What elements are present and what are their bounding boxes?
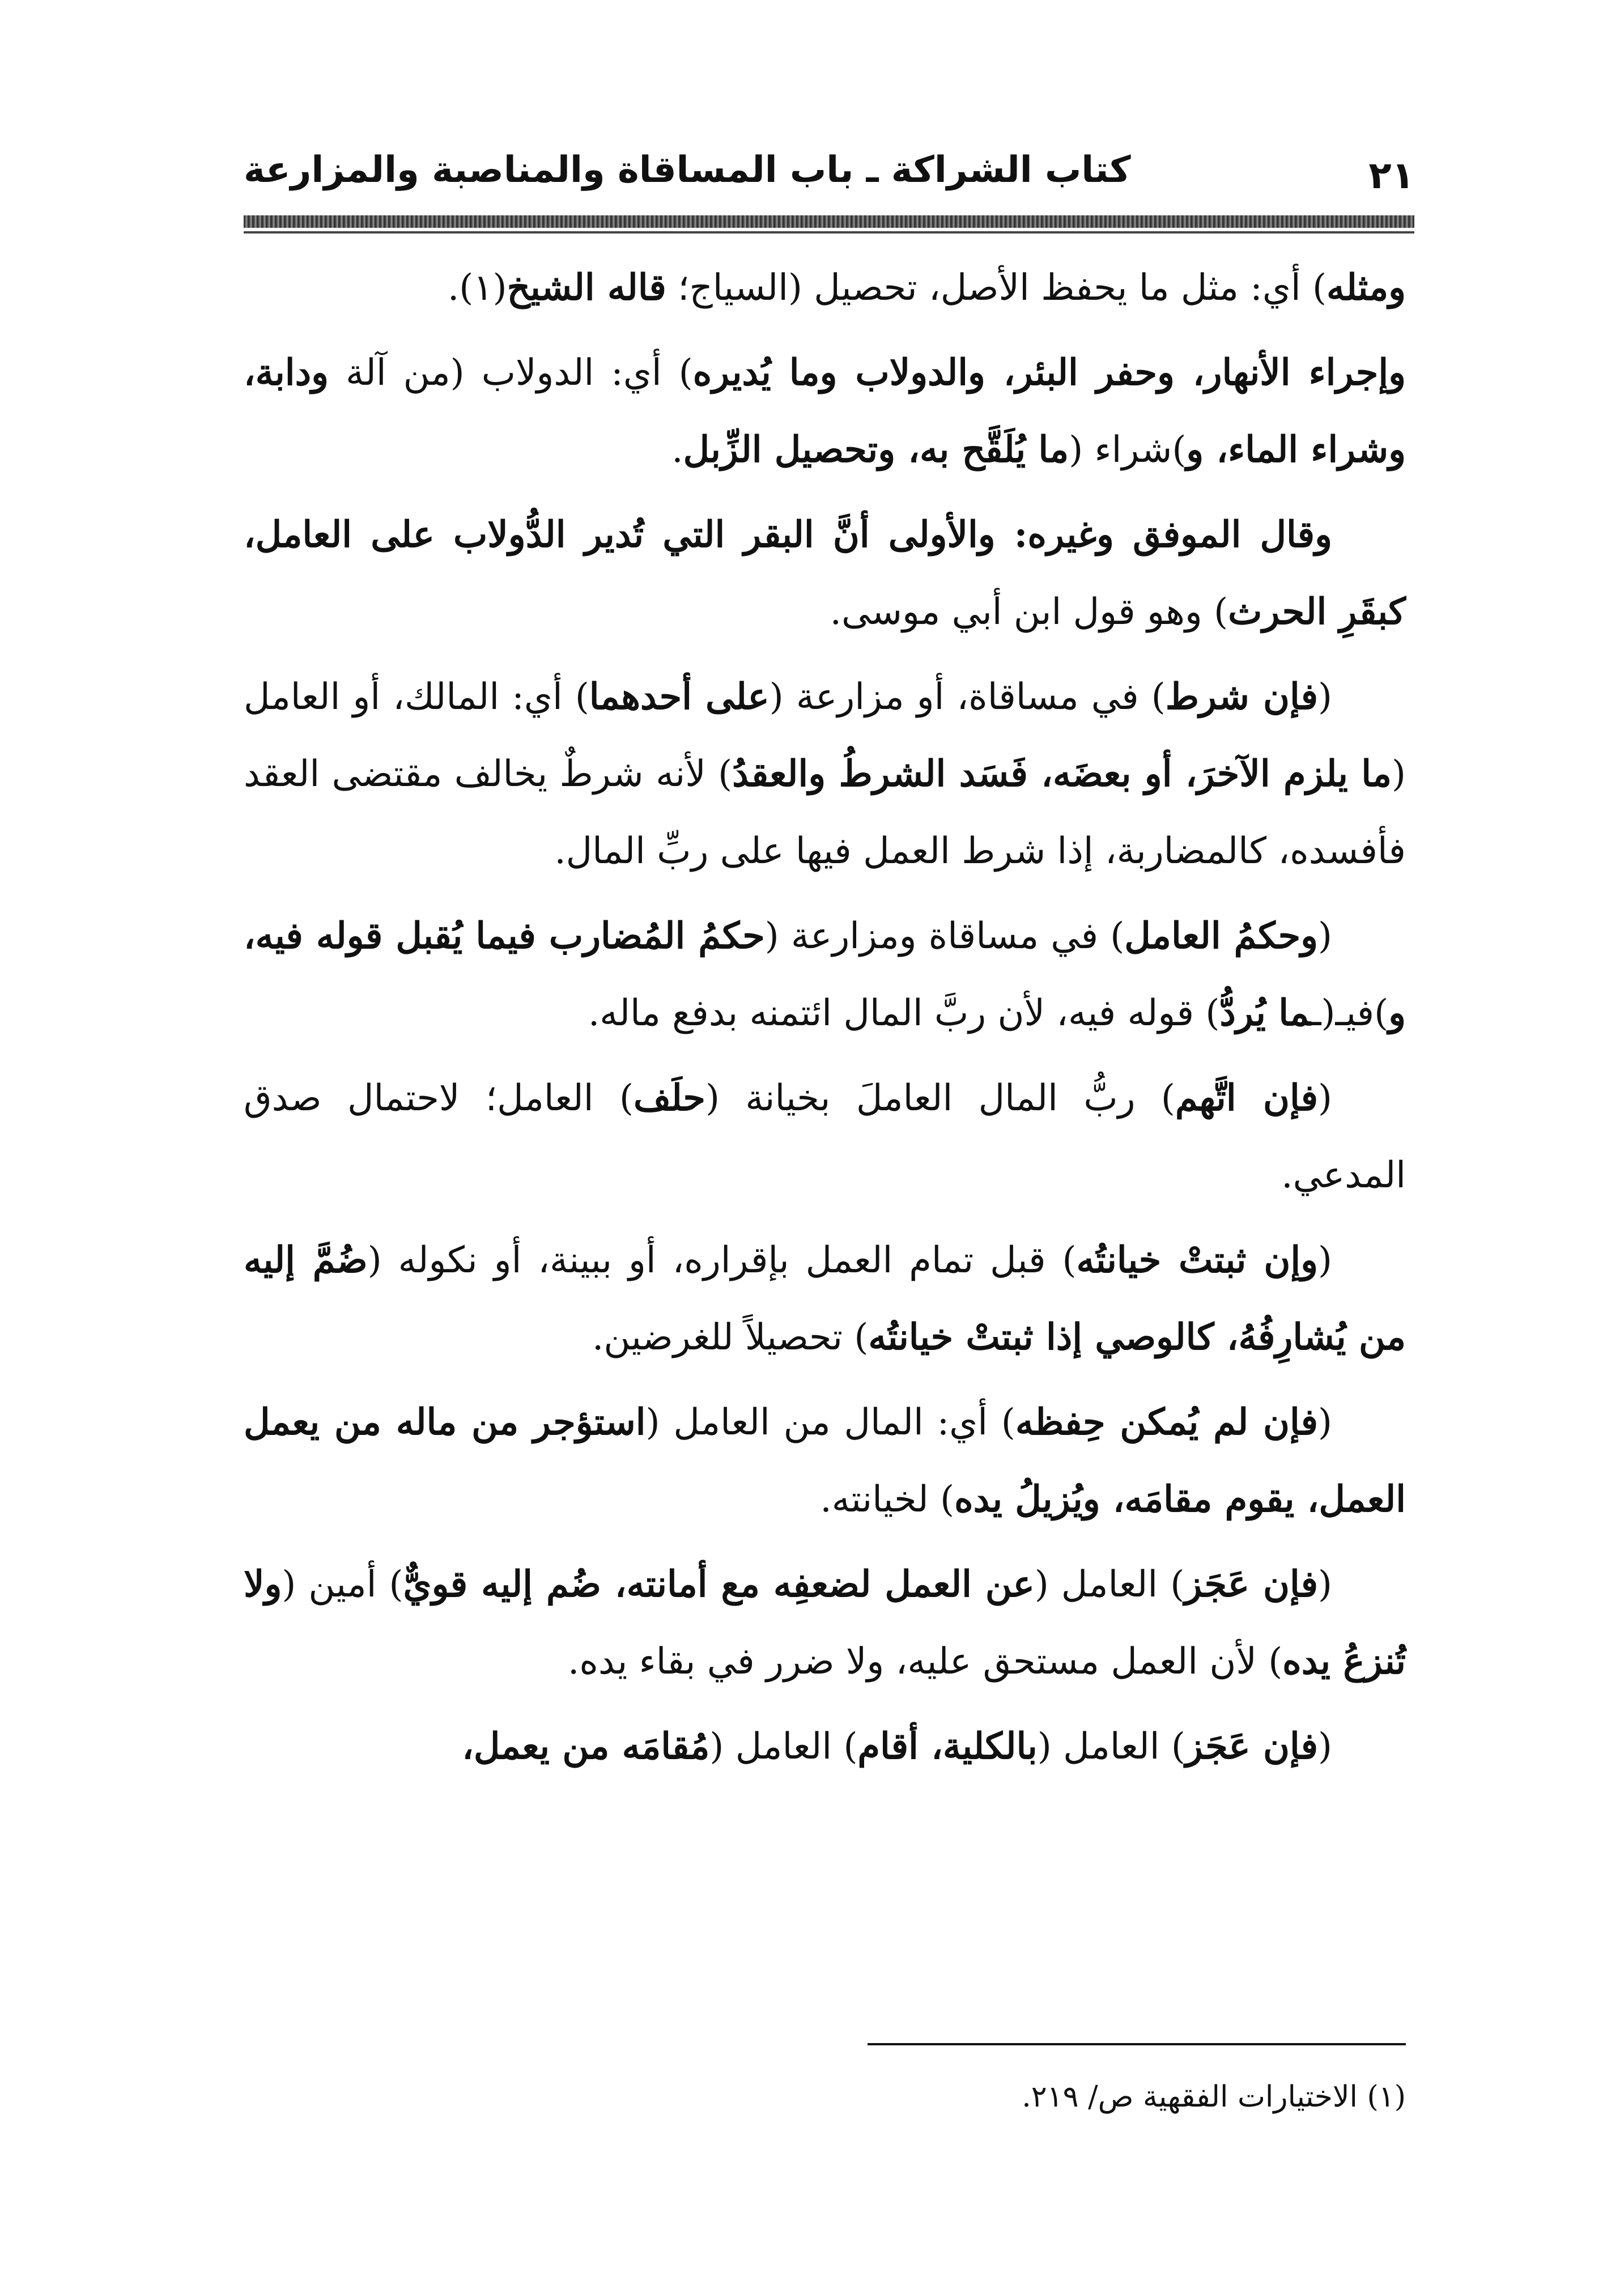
bold-text-run: ومثله [1327,266,1406,309]
paragraph [244,1060,1406,1214]
text-run: ) في مساقاة ومزارعة ( [764,915,1125,957]
bold-text-run: ودابة، وشراء الماء، و [244,351,1406,471]
bold-text-run: وإجراء الأنهار، وحفر البئر، والدولاب وما يُديره [692,351,1406,394]
text-run: ) العامل ( [709,1726,858,1768]
text-run: )فيـ(ـ [1310,992,1389,1034]
bold-text-run: فإن اتَّهم [1175,1077,1319,1119]
text-run: ) أي: المالك، أو العامل ( [244,676,1406,795]
text-run: )شراء ( [1069,429,1187,471]
bold-text-run: ولا تُنزعُ يده [244,1563,1406,1683]
bold-text-run: على أحدهما [589,676,770,718]
bold-text-run: فإن عَجَز [1185,1725,1319,1768]
paragraph [244,496,1406,651]
text-run: ) أي: مثل ما يحفظ الأصل، تحصيل (السياج؛ [666,267,1327,309]
bold-text-run: عن العمل لضعفِه مع أمانته، ضُم إليه قويٌّ [403,1563,1035,1606]
bold-text-run: استؤجر من ماله من يعمل العمل، يقوم مقامَه، ويُزيلُ يده [244,1401,1406,1521]
bold-text-run: وإن ثبتتْ خيانتُه [1076,1239,1319,1281]
text-run: ( [1318,1564,1333,1606]
footnote-rule [868,2043,1406,2045]
text-run: ) في مساقاة، أو مزارعة ( [769,676,1166,718]
paragraph [244,1708,1406,1785]
running-header [244,145,1414,207]
text-run: ( [1318,915,1333,957]
bold-text-run: ما يلزم الآخرَ، أو بعضَه، فَسَد الشرطُ والعقدُ [732,753,1392,795]
paragraph [244,1222,1406,1376]
body-text [244,249,1406,1793]
text-run: ( [1318,1239,1333,1281]
bold-text-run: مُقامَه من يعمل، [462,1725,710,1768]
bold-text-run: ضُمَّ إليه من يُشارِفُهُ، كالوصي إذا ثبتتْ خيانتُه [244,1239,1406,1358]
text-run: ) قبل تمام العمل بإقراره، أو ببينة، أو نكوله ( [367,1239,1077,1281]
bold-text-run: بالكلية، أقام [857,1725,1038,1768]
paragraph [244,334,1406,489]
page-number: ٢١ [1368,154,1414,197]
paragraph [244,898,1406,1052]
text-run: ) لأنه شرطٌ يخالف مقتضى العقد فأفسده، كالمضاربة، إذا شرط العمل فيها على ربِّ المال. [244,753,1406,872]
bold-text-run: حكمُ المُضارب فيما يُقبل قوله فيه، و [244,915,1406,1034]
text-run: ) أي: الدولاب (من آلة [328,352,693,394]
text-run: ) ربُّ المال العاملَ بخيانة ( [705,1077,1175,1119]
bold-text-run: قاله الشيخ [507,266,666,309]
paragraph [244,1546,1406,1700]
paragraph [244,659,1406,890]
text-run: ) أي: المال من العامل ( [645,1402,1015,1443]
text-run: ) قوله فيه، لأن ربَّ المال ائتمنه بدفع ماله. [588,992,1220,1034]
paragraph [244,249,1406,326]
bold-text-run: فإن لم يُمكن حِفظه [1015,1401,1319,1443]
bold-text-run: ما يُردُّ [1219,992,1311,1034]
paragraph [244,1384,1406,1538]
footnote: (١) الاختيارات الفقهية ص/ ٢١٩. [1022,2080,1406,2114]
text-run: ( [1318,1077,1333,1119]
text-run: ) أمين ( [282,1564,403,1606]
text-run: ) العامل ( [1034,1564,1185,1606]
bold-text-run: وقال الموفق وغيره: والأولى أنَّ البقر التي تُدير الدُّولاب على العامل، كبقَرِ الحرث [244,513,1406,633]
bold-text-run: فإن شرط [1165,676,1319,718]
bold-text-run: فإن عَجَز [1184,1563,1319,1606]
text-run: ) تحصيلاً للغرضين. [592,1317,869,1358]
text-run: ) لخيانته. [820,1479,955,1521]
header-rule [244,215,1414,228]
text-run: ) العامل ( [1037,1726,1185,1768]
bold-text-run: وحكمُ العامل [1124,915,1319,957]
text-run: ( [1318,1402,1333,1443]
text-run: ( [1318,676,1333,718]
text-run: ( [1318,1726,1332,1768]
bold-text-run: حلَف [633,1077,705,1119]
text-run: ) العامل؛ لاحتمال صدق المدعي. [244,1077,1406,1196]
text-run: (١). [447,267,507,309]
header-rule-thin [244,231,1414,233]
running-header-title: كتاب الشراكة ـ باب المساقاة والمناصبة والمزارعة [244,149,1131,191]
text-run: ) وهو قول ابن أبي موسى. [830,591,1228,633]
text-run: . [671,429,683,471]
text-run: ) لأن العمل مستحق عليه، ولا ضرر في بقاء يده. [567,1641,1283,1683]
bold-text-run: ما يُلَقَّح به، وتحصيل الزِّبل [683,428,1069,471]
